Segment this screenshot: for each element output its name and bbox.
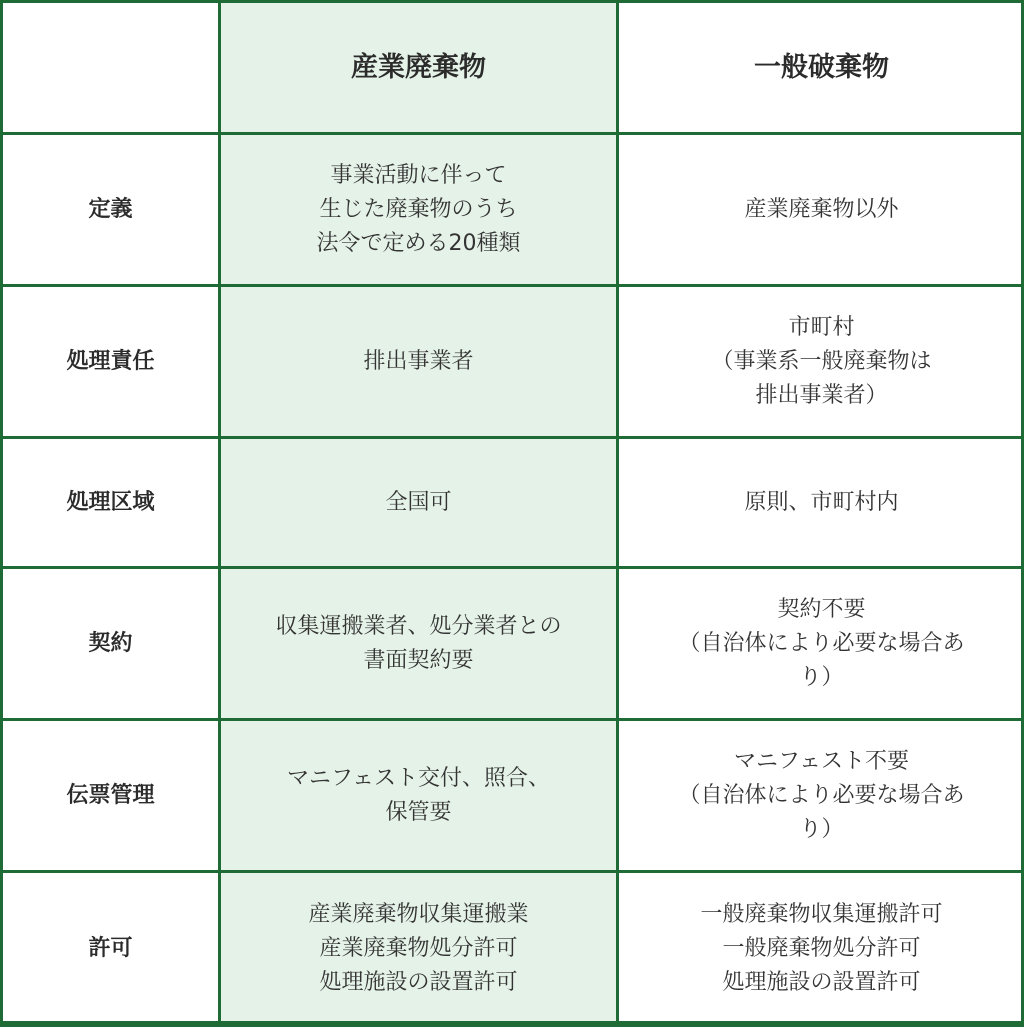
general-manifest-cell: マニフェスト不要 （自治体により必要な場合あ り） — [618, 720, 1024, 872]
general-permit-cell: 一般廃棄物収集運搬許可 一般廃棄物処分許可 処理施設の設置許可 — [618, 872, 1024, 1026]
industrial-area-cell: 全国可 — [220, 438, 618, 568]
industrial-definition-cell: 事業活動に伴って 生じた廃棄物のうち 法令で定める20種類 — [220, 134, 618, 286]
row-label-contract: 契約 — [2, 568, 220, 720]
general-area-cell: 原則、市町村内 — [618, 438, 1024, 568]
general-responsibility-cell: 市町村 （事業系一般廃棄物は 排出事業者） — [618, 286, 1024, 438]
industrial-responsibility-cell: 排出事業者 — [220, 286, 618, 438]
general-contract-cell: 契約不要 （自治体により必要な場合あ り） — [618, 568, 1024, 720]
general-definition-cell: 産業廃棄物以外 — [618, 134, 1024, 286]
industrial-permit-cell: 産業廃棄物収集運搬業 産業廃棄物処分許可 処理施設の設置許可 — [220, 872, 618, 1026]
row-label-definition: 定義 — [2, 134, 220, 286]
industrial-contract-cell: 収集運搬業者、処分業者との 書面契約要 — [220, 568, 618, 720]
row-label-permit: 許可 — [2, 872, 220, 1026]
column-header-general-waste: 一般破棄物 — [618, 2, 1024, 134]
row-label-responsibility: 処理責任 — [2, 286, 220, 438]
row-label-manifest: 伝票管理 — [2, 720, 220, 872]
row-label-area: 処理区域 — [2, 438, 220, 568]
industrial-manifest-cell: マニフェスト交付、照合、 保管要 — [220, 720, 618, 872]
column-header-industrial-waste: 産業廃棄物 — [220, 2, 618, 134]
